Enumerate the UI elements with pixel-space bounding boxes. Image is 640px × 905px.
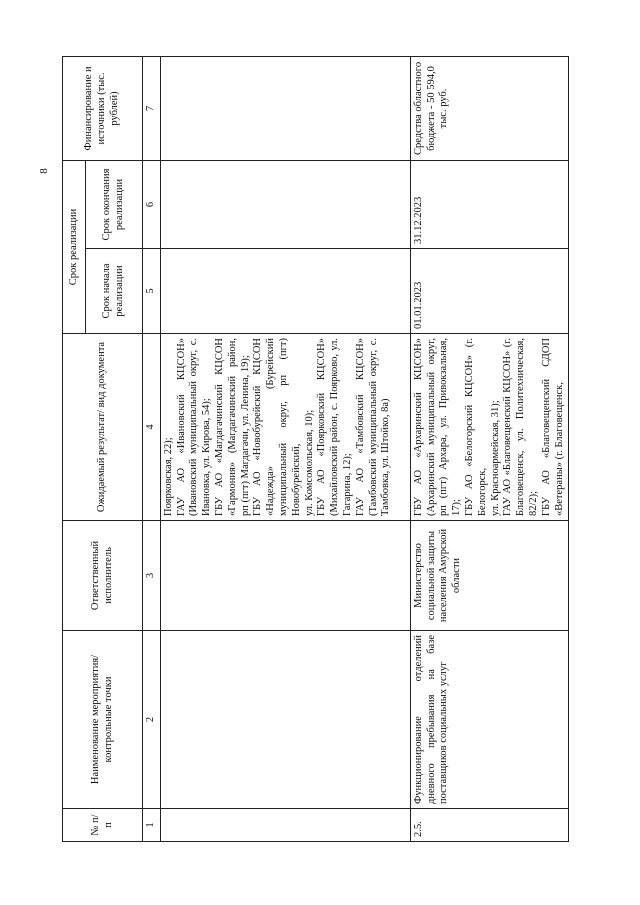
- row2-result-line: ул. Красноармейская, 31);: [489, 400, 501, 516]
- row1-name: [160, 631, 410, 809]
- header-period: Срок реализации: [63, 160, 86, 333]
- row2-executor: Министерство социальной защиты населения Амурской области: [410, 521, 569, 631]
- row1-result-line: ГБУ АО «Новобурейский КЦСОН «Надежда» (Бурейский муниципальный округ, рп (пгт) Новобурейский,: [252, 338, 302, 516]
- column-number-row: [143, 56, 161, 841]
- row2-result-line: ГБУ АО «Благовещенский СДОП «Ветераны» (г. Благовещенск,: [540, 338, 565, 516]
- row1-executor: [160, 521, 410, 631]
- row1-result-line: Поярковская, 22);: [162, 437, 174, 516]
- col-number-5: 5: [143, 249, 161, 334]
- row2-finance: Средства областного бюджета - 50 594,0 тыс. руб.: [410, 56, 569, 160]
- row2-result-line: ГАУ АО «Благовещенский КЦСОН» (г. Благовещенск, ул. Политехническая, 82/2);: [502, 338, 539, 516]
- row2-result-line: ГБУ АО «Архаринский КЦСОН» (Архаринский муниципальный округ, рп (пгт) Архара, ул. Привокзальная, 17);: [412, 338, 463, 516]
- header-finance: Финансирование и источники (тыс. рублей): [63, 56, 143, 160]
- plan-table: [62, 56, 569, 842]
- table-row: [410, 56, 569, 841]
- row1-result-line: ГБУ АО «Поярковский КЦСОН» (Михайловский район, с. Поярково, ул. Гагарина, 12);: [316, 338, 353, 516]
- header-end: Срок окончания реализации: [86, 160, 143, 248]
- page-number: 8: [38, 168, 50, 174]
- header-result: Ожидаемый результат/ вид документа: [63, 334, 143, 521]
- row1-finance: [160, 56, 410, 160]
- header-name: Наименование мероприятия/ контрольные точки: [63, 631, 143, 809]
- header-start: Срок начала реализации: [86, 249, 143, 334]
- header-executor: Ответственный исполнитель: [63, 521, 143, 631]
- row2-result: [410, 334, 569, 521]
- row1-end: [160, 160, 410, 248]
- document-sheet: [62, 57, 610, 842]
- row1-start: [160, 249, 410, 334]
- row2-no: 2.5.: [410, 809, 569, 842]
- row2-result-line: ГБУ АО «Белогорский КЦСОН» (г. Белогорск,: [463, 338, 488, 516]
- header-no: № п/п: [63, 809, 143, 842]
- col-number-1: 1: [143, 809, 161, 842]
- row2-start: 01.01.2023: [410, 249, 569, 334]
- header-row: [63, 56, 86, 841]
- row1-result-line: ул. Комсомольская, 10);: [303, 409, 315, 516]
- col-number-4: 4: [143, 334, 161, 521]
- row1-result: [160, 334, 410, 521]
- col-number-2: 2: [143, 631, 161, 809]
- col-number-7: 7: [143, 56, 161, 160]
- row2-end: 31.12.2023: [410, 160, 569, 248]
- col-number-3: 3: [143, 521, 161, 631]
- row1-result-line: ГАУ АО «Тамбовский КЦСОН» (Тамбовский муниципальный округ, с. Тамбовка, ул. Штойко, 8а): [354, 338, 392, 516]
- table-row: [160, 56, 410, 841]
- row2-name: Функционирование отделений дневного пребывания на базе поставщиков социальных услуг: [410, 631, 569, 809]
- row1-result-line: ГБУ АО «Магдагачинский КЦСОН «Гармония» (Магдагачинский район, рп (пгт) Магдагачи, ул. Ленина, 19);: [213, 338, 251, 516]
- row1-result-line: ГАУ АО «Ивановский КЦСОН» (Ивановский муниципальный округ, с. Ивановка, ул. Кирова, 54);: [175, 338, 213, 516]
- col-number-6: 6: [143, 160, 161, 248]
- row1-no: [160, 809, 410, 842]
